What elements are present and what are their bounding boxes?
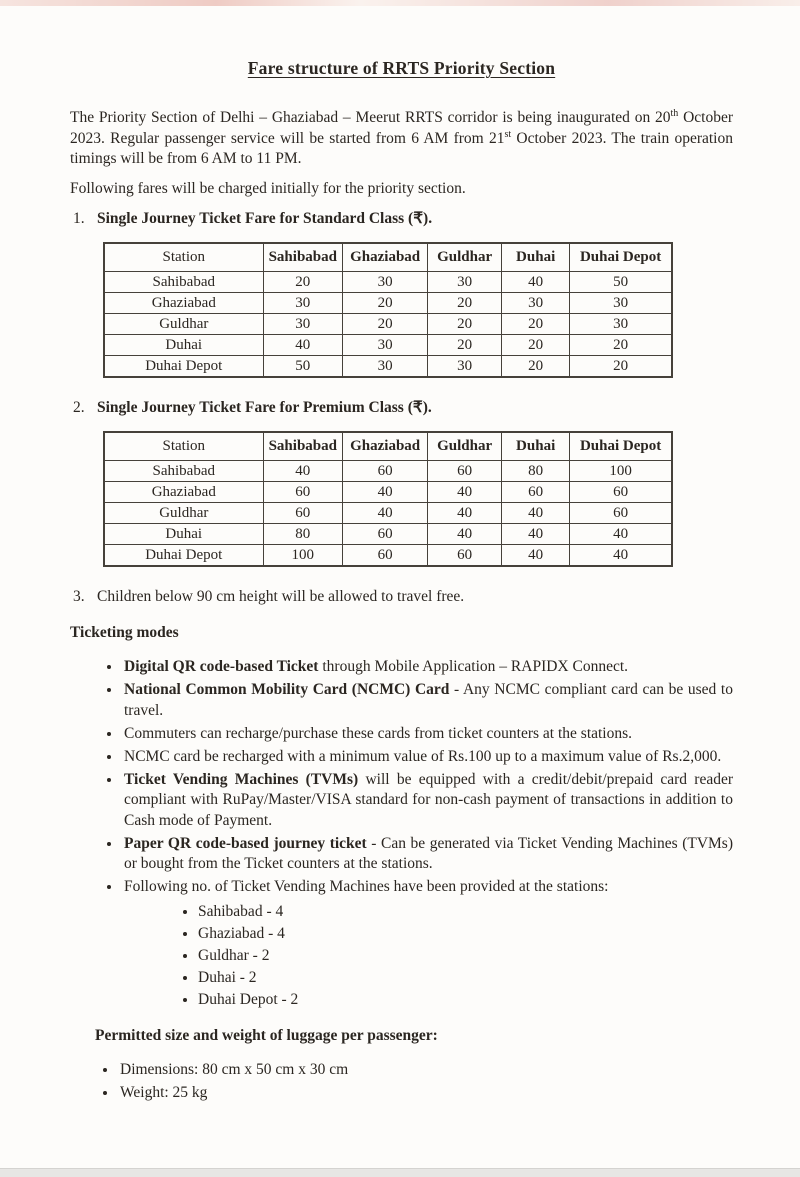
fare-cell: 30 [428, 356, 502, 378]
bullet-item: • National Common Mobility Card (NCMC) Card - Any NCMC compliant card can be used to travel. [122, 680, 733, 721]
bullet-item: • Dimensions: 80 cm x 50 cm x 30 cm [118, 1060, 733, 1081]
fare-cell: 30 [428, 272, 502, 293]
fare-cell: 60 [428, 461, 502, 482]
luggage-heading: Permitted size and weight of luggage per passenger: [95, 1027, 438, 1044]
item-text: Single Journey Ticket Fare for Premium Class (₹). [97, 399, 432, 416]
station-cell: Duhai [104, 335, 263, 356]
column-header: Guldhar [428, 432, 502, 461]
station-cell: Guldhar [104, 314, 263, 335]
ticketing-modes-heading: Ticketing modes [70, 624, 179, 641]
fare-cell: 60 [570, 503, 672, 524]
document-title: Fare structure of RRTS Priority Section [247, 58, 556, 78]
fare-cell: 50 [570, 272, 672, 293]
column-header: Guldhar [428, 243, 502, 272]
fare-cell: 20 [428, 335, 502, 356]
fare-row [104, 461, 672, 482]
fare-cell: 40 [502, 524, 570, 545]
column-header: Station [104, 432, 263, 461]
fare-cell: 40 [502, 545, 570, 567]
ordinal-suffix: th [670, 107, 679, 119]
station-cell: Ghaziabad [104, 482, 263, 503]
scan-edge-top [0, 0, 800, 6]
bullet-item: • Digital QR code-based Ticket through Mobile Application – RAPIDX Connect. [122, 657, 733, 678]
column-header: Duhai [502, 243, 570, 272]
fare-cell: 60 [428, 545, 502, 567]
fare-cell: 20 [343, 314, 428, 335]
fare-cell: 30 [343, 356, 428, 378]
bullet-item: • Commuters can recharge/purchase these cards from ticket counters at the stations. [122, 724, 733, 745]
column-header: Ghaziabad [343, 432, 428, 461]
intro-text-1: The Priority Section of Delhi – Ghaziabad – Meerut RRTS corridor is being inaugurated on 20 [70, 109, 671, 126]
tvm-count-item: • Duhai - 2 [198, 967, 733, 989]
fare-cell: 20 [263, 272, 343, 293]
fare-row [104, 503, 672, 524]
numbered-item-standard-class [73, 208, 733, 229]
fare-cell: 20 [570, 356, 672, 378]
fare-cell: 50 [263, 356, 343, 378]
table-header-row [104, 243, 672, 272]
fare-cell: 60 [343, 461, 428, 482]
intro-paragraph [70, 108, 733, 170]
fare-cell: 40 [570, 545, 672, 567]
scan-edge-bottom [0, 1168, 800, 1177]
fare-cell: 60 [343, 545, 428, 567]
fare-cell: 30 [343, 335, 428, 356]
item-text: Single Journey Ticket Fare for Standard Class (₹). [97, 210, 433, 227]
bullet-lead-text: Ticket Vending Machines (TVMs) [124, 770, 359, 788]
station-cell: Ghaziabad [104, 293, 263, 314]
bullet-item: • Following no. of Ticket Vending Machines have been provided at the stations: • Sahibabad - 4 • Ghaziabad - 4 • Guldhar - 2 • Duhai - 2 • Duhai Depot - 2 [122, 877, 733, 1010]
fare-cell: 80 [263, 524, 343, 545]
tvm-count-item: • Ghaziabad - 4 [198, 923, 733, 945]
fare-cell: 60 [570, 482, 672, 503]
fare-cell: 40 [428, 482, 502, 503]
fare-cell: 40 [502, 272, 570, 293]
station-cell: Sahibabad [104, 272, 263, 293]
fare-cell: 40 [343, 482, 428, 503]
fare-cell: 40 [263, 335, 343, 356]
bullet-lead-text: National Common Mobility Card (NCMC) Card [124, 681, 450, 698]
fare-row [104, 272, 672, 293]
fare-cell: 100 [263, 545, 343, 567]
fare-cell: 30 [570, 314, 672, 335]
fare-cell: 30 [502, 293, 570, 314]
fare-row [104, 482, 672, 503]
fare-cell: 20 [502, 314, 570, 335]
station-cell: Guldhar [104, 503, 263, 524]
fare-cell: 40 [428, 524, 502, 545]
tvm-count-list [124, 901, 733, 1011]
item-number: 3. [73, 588, 85, 605]
fare-cell: 30 [570, 293, 672, 314]
item-number: 2. [73, 399, 85, 416]
fare-cell: 60 [502, 482, 570, 503]
fare-row [104, 293, 672, 314]
fare-cell: 30 [343, 272, 428, 293]
bullet-item: • Weight: 25 kg [118, 1083, 733, 1104]
fare-row [104, 545, 672, 567]
station-cell: Duhai Depot [104, 356, 263, 378]
fare-cell: 60 [263, 482, 343, 503]
numbered-item-children-free [73, 586, 733, 607]
premium-class-fare-table [103, 431, 673, 567]
fare-cell: 20 [570, 335, 672, 356]
tvm-count-item: • Guldhar - 2 [198, 945, 733, 967]
fare-cell: 100 [570, 461, 672, 482]
column-header: Sahibabad [263, 243, 343, 272]
bullet-lead-text: Digital QR code-based Ticket [124, 658, 319, 675]
station-cell: Sahibabad [104, 461, 263, 482]
fare-cell: 20 [428, 293, 502, 314]
numbered-item-premium-class [73, 397, 733, 418]
column-header: Duhai Depot [570, 432, 672, 461]
fare-row [104, 314, 672, 335]
fare-cell: 20 [343, 293, 428, 314]
fare-cell: 60 [263, 503, 343, 524]
ticketing-modes-list [70, 657, 733, 1010]
fare-cell: 40 [570, 524, 672, 545]
fare-cell: 80 [502, 461, 570, 482]
fare-cell: 40 [343, 503, 428, 524]
standard-class-fare-table [103, 242, 673, 378]
fare-row [104, 335, 672, 356]
fares-note: Following fares will be charged initially for the priority section. [70, 179, 466, 197]
column-header: Duhai Depot [570, 243, 672, 272]
fare-cell: 60 [343, 524, 428, 545]
bullet-lead-text: Paper QR code-based journey ticket [124, 834, 367, 852]
tvm-count-item: • Sahibabad - 4 [198, 901, 733, 923]
column-header: Ghaziabad [343, 243, 428, 272]
table-header-row [104, 432, 672, 461]
fare-cell: 20 [502, 335, 570, 356]
bullet-item: • Paper QR code-based journey ticket - Can be generated via Ticket Vending Machines (TVMs) or bought from the Ticket counters at the stations. [122, 834, 733, 875]
fare-cell: 30 [263, 293, 343, 314]
bullet-item: • Ticket Vending Machines (TVMs) will be equipped with a credit/debit/prepaid card reader compliant with RuPay/Master/VISA standard for non-cash payment of transactions in addition to Cash mode of Payment. [122, 770, 733, 832]
fare-row [104, 524, 672, 545]
fare-cell: 40 [428, 503, 502, 524]
tvm-count-item: • Duhai Depot - 2 [198, 989, 733, 1011]
luggage-list [70, 1060, 733, 1103]
column-header: Sahibabad [263, 432, 343, 461]
item-text: Children below 90 cm height will be allowed to travel free. [97, 588, 465, 605]
intro-text-2: October 2023. Regular passenger service will be started from 6 AM from 21 [70, 109, 733, 147]
column-header: Duhai [502, 432, 570, 461]
fare-row [104, 356, 672, 378]
intro-text-3: October 2023. The train operation timings will be from 6 AM to 11 PM. [70, 129, 733, 167]
fare-cell: 40 [502, 503, 570, 524]
fare-cell: 30 [263, 314, 343, 335]
ordinal-suffix: st [504, 128, 512, 140]
fare-cell: 20 [428, 314, 502, 335]
station-cell: Duhai [104, 524, 263, 545]
fare-cell: 20 [502, 356, 570, 378]
item-number: 1. [73, 210, 85, 227]
fare-cell: 40 [263, 461, 343, 482]
station-cell: Duhai Depot [104, 545, 263, 567]
bullet-item: • NCMC card be recharged with a minimum value of Rs.100 up to a maximum value of Rs.2,000. [122, 747, 733, 768]
column-header: Station [104, 243, 263, 272]
